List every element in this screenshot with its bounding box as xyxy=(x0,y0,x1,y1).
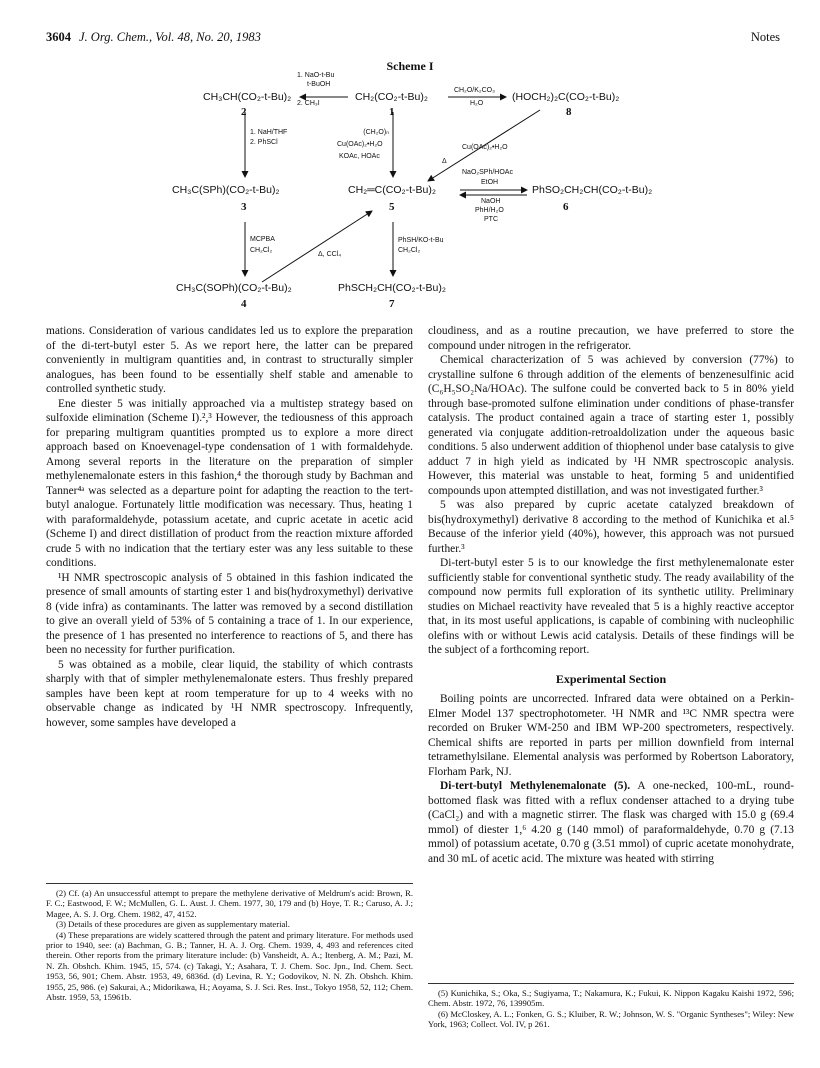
scheme-figure xyxy=(0,0,820,320)
reagent-3to4-b: CH₂Cl₂ xyxy=(250,247,273,254)
paragraph: ¹H NMR spectroscopic analysis of 5 obtained in this fashion indicated the presence of small amounts of starting ester 1 and bis(hydroxymethyl) derivative 8 (vide infra) as contaminants. The latter was removed by a second distillation to give an overall yield of 53% of 5 containing a trace of 1. In our experience, the presence of 1 has presented no interference to reactions of 5, and there has been no necessity for further purification. xyxy=(46,571,413,656)
right-column xyxy=(428,324,794,866)
compound-3: CH₃C(SPh)(CO₂-t-Bu)₂ xyxy=(172,184,280,196)
paragraph: mations. Consideration of various candidates led us to explore the preparation of the di-tert-butyl ester 5. As we report here, the latter can be prepared conveniently in multigram quantities and, in contrast to structurally simpler analogues, has been found to be essentially shelf stable and amenable to controlled synthetic study. xyxy=(46,325,413,395)
paragraph: cloudiness, and as a routine precaution, we have preferred to store the compound under nitrogen in the refrigerator. xyxy=(428,325,794,352)
section-label: Notes xyxy=(750,30,780,44)
footnotes-right xyxy=(428,983,794,1030)
compound-5: CH₂═C(CO₂-t-Bu)₂ xyxy=(348,184,436,196)
reagent-2to3-b: 2. PhSCl xyxy=(250,139,278,146)
reagent-1to2-b: t-BuOH xyxy=(307,81,331,88)
label-1: 1 xyxy=(389,106,395,118)
experimental-heading: Experimental Section xyxy=(555,671,667,686)
paragraph: Boiling points are uncorrected. Infrared data were obtained on a Perkin-Elmer Model 137 spectrophotometer. ¹H NMR and ¹³C NMR spectra were recorded on Bruker WM-250 and IBM WP-200 spectrometers, respectively. Chemical shifts are reported in parts per million downfield from internal tetramethylsilane. Elemental analysis was performed by Robertson Laboratory, Florham Park, NJ. xyxy=(428,693,794,778)
reagent-8to5-b: Δ xyxy=(442,158,447,165)
reagent-4to5: Δ, CCl₄ xyxy=(318,251,342,258)
reagent-3to4-a: MCPBA xyxy=(250,236,275,243)
scheme-arrows xyxy=(0,0,820,320)
reagent-2to3-a: 1. NaH/THF xyxy=(250,129,288,136)
compound-7: PhSCH₂CH(CO₂-t-Bu)₂ xyxy=(338,282,446,294)
procedure-text: A one-necked, 100-mL, round-bottomed flask was fitted with a reflux condenser attached to a drying tube (CaCl₂) and with a magnetic stirrer. The flask was charged with 15.0 g (69.4 mmol) of diester 1,⁶ 4.20 g (140 mmol) of paraformaldehyde, 0.70 g (7.13 mmol) of potassium acetate, 0.70 g (3.51 mmol) of cupric acetate monohydrate, and 30 mL of acetic acid. The mixture was heated with stirring xyxy=(428,780,794,865)
reagent-5to6-a: NaO₂SPh/HOAc xyxy=(462,169,513,176)
compound-2: CH₃CH(CO₂-t-Bu)₂ xyxy=(203,91,292,103)
footnotes-left xyxy=(46,883,413,1002)
label-2: 2 xyxy=(241,106,247,118)
paragraph: Di-tert-butyl ester 5 is to our knowledge the first methylenemalonate ester sufficiently stable for conventional synthetic study. The ready availability of the compound now permits full exploration of its synthetic utility. Preliminary studies on Michael reactivity have revealed that 5 is a highly reactive acceptor that, in its most useful applications, is capable of combining with nucleophilic olefins with or without Lewis acid catalysis. Details of these findings will be the subject of a forthcoming report. xyxy=(428,557,794,656)
paragraph: Chemical characterization of 5 was achieved by conversion (77%) to crystalline sulfone 6 through addition of the elements of benzenesulfinic acid (C₆H₅SO₂Na/HOAc). The sulfone could be converted back to 5 in 80% yield through base-promoted sulfone elimination under conditions of phase-transfer catalysis. The product contained again a trace of starting ester 1, possibly generated via conjugate addition-retroaldolization under the aqueous basic conditions. 5 also underwent addition of thiophenol under base catalysis to give adduct 7 in high yield as indicated by ¹H NMR spectroscopic analysis. However, this material was unstable to heat, forming 5 and unidentified compounds upon attempted distillation, and was not investigated further.³ xyxy=(428,354,794,497)
scheme-title: Scheme I xyxy=(386,59,434,73)
footnote: (2) Cf. (a) An unsuccessful attempt to prepare the methylene derivative of Meldrum's acid: Brown, R. F. C.; Eastwood, F. W.; McMullen, G. L. Aust. J. Chem. 1977, 30, 179 and (b) Hoye, T. R.; Caruso, A. J.; Magee, A. S. J. Org. Chem. 1982, 47, 4152. xyxy=(46,888,413,919)
paragraph: Ene diester 5 was initially approached via a multistep strategy based on sulfoxide elimination (Scheme I).²,³ However, the tediousness of this approach for preparing multigram quantities prompted us to explore a more direct approach based on Knoevenagel-type condensation of 1 with formaldehyde. Among several reports in the literature on the preparation of simpler methylenemalonate esters in this fashion,⁴ the thorough study by Bachman and Tanner⁴ᵃ was selected as a departure point for adapting the reaction to the tert-butyl analogue. Fortunately little modification was necessary. Thus, heating 1 with paraformaldehyde, potassium acetate, and cupric acetate in acetic acid (Scheme I) and direct distillation of product from the reaction mixture afforded crude 5 with no indication that the tertiary ester was any less suitable to these conditions. xyxy=(46,397,413,569)
reagent-5to7-b: CH₂Cl₂ xyxy=(398,247,421,254)
reagent-1to2-c: 2. CH₃I xyxy=(297,100,320,107)
paragraph xyxy=(428,779,794,866)
compound-6: PhSO₂CH₂CH(CO₂-t-Bu)₂ xyxy=(532,184,653,196)
compound-1: CH₂(CO₂-t-Bu)₂ xyxy=(355,91,428,103)
compound-8: (HOCH₂)₂C(CO₂-t-Bu)₂ xyxy=(512,91,620,103)
procedure-heading: Di-tert-butyl Methylenemalonate (5). xyxy=(440,780,631,792)
reagent-8to5-a: Cu(OAc)₂•H₂O xyxy=(462,144,508,151)
page-number: 3604 xyxy=(46,30,71,44)
footnote: (5) Kunichika, S.; Oka, S.; Sugiyama, T.; Nakamura, K.; Fukui, K. Nippon Kagaku Kaishi 1972, 596; Chem. Abstr. 1972, 76, 139905m. xyxy=(428,988,794,1009)
reagent-1to5-c: KOAc, HOAc xyxy=(339,153,380,160)
label-3: 3 xyxy=(241,201,247,213)
paragraph: 5 was also prepared by cupric acetate catalyzed breakdown of bis(hydroxymethyl) derivative 8 according to the method of Kunichika et al.⁵ Because of the inferior yield (40%), however, this approach was not pursued further.³ xyxy=(428,499,794,555)
reagent-5to6-b: EtOH xyxy=(481,179,499,186)
paragraph: 5 was obtained as a mobile, clear liquid, the stability of which contrasts sharply with that of simpler methylenemalonate esters. Thus freshly prepared samples have been kept at room temperature for up to 4 weeks with no observable change as indicated by ¹H NMR spectroscopy. Infrequently, however, some samples have developed a xyxy=(46,658,413,729)
compound-4: CH₃C(SOPh)(CO₂-t-Bu)₂ xyxy=(176,282,292,294)
journal-citation: J. Org. Chem., Vol. 48, No. 20, 1983 xyxy=(79,30,261,44)
label-6: 6 xyxy=(563,201,569,213)
reagent-1to8-b: H₂O xyxy=(470,100,484,107)
label-4: 4 xyxy=(241,298,247,310)
reagent-6to5-c: PTC xyxy=(484,216,498,223)
label-5: 5 xyxy=(389,201,395,213)
reagent-1to5-a: (CH₂O)ₙ xyxy=(363,129,389,136)
reagent-1to8-a: CH₂O/K₂CO₃ xyxy=(454,87,495,94)
reagent-1to5-b: Cu(OAc)₂•H₂O xyxy=(337,141,383,148)
label-7: 7 xyxy=(389,298,395,310)
reagent-6to5-a: NaOH xyxy=(481,198,501,205)
footnote: (6) McCloskey, A. L.; Fonken, G. S.; Kluiber, R. W.; Johnson, W. S. "Organic Syntheses"; Wiley: New York, 1963; Collect. Vol. IV, p 261. xyxy=(428,1008,794,1030)
label-8: 8 xyxy=(566,106,572,118)
footnote: (3) Details of these procedures are given as supplementary material. xyxy=(56,919,290,930)
reagent-5to7-a: PhSH/KO-t-Bu xyxy=(398,237,444,244)
reagent-6to5-b: PhH/H₂O xyxy=(475,207,504,214)
reagent-1to2-a: 1. NaO-t-Bu xyxy=(297,72,335,79)
arrow-4-to-5 xyxy=(262,211,372,282)
left-column xyxy=(46,324,413,730)
footnote: (4) These preparations are widely scattered through the patent and primary literature. For methods used prior to 1940, see: (a) Bachman, G. B.; Tanner, H. A. J. Org. Chem. 1939, 4, 493 and references cited therein. Other reports from the primary literature include: (b) Vansheidt, A. A.; Itenberg, A. M.; Pazi, M. N. Zh. Obshch. Khim. 1945, 15, 574. (c) Takagi, Y.; Asahara, T. J. Chem. Soc. Jpn., Ind. Chem. Sect. 1953, 56, 901; Chem. Abstr. 1953, 49, 6836d. (d) Levina, R. Y.; Godovikov, N. N. Zh. Obshch. Khim. 1955, 25, 986. (e) Sakurai, A.; Midorikawa, H.; Aoyama, S. J. Sci. Res. Inst., Tokyo 1958, 52, 112; Chem. Abstr. 1959, 53, 15961b. xyxy=(46,929,413,1003)
